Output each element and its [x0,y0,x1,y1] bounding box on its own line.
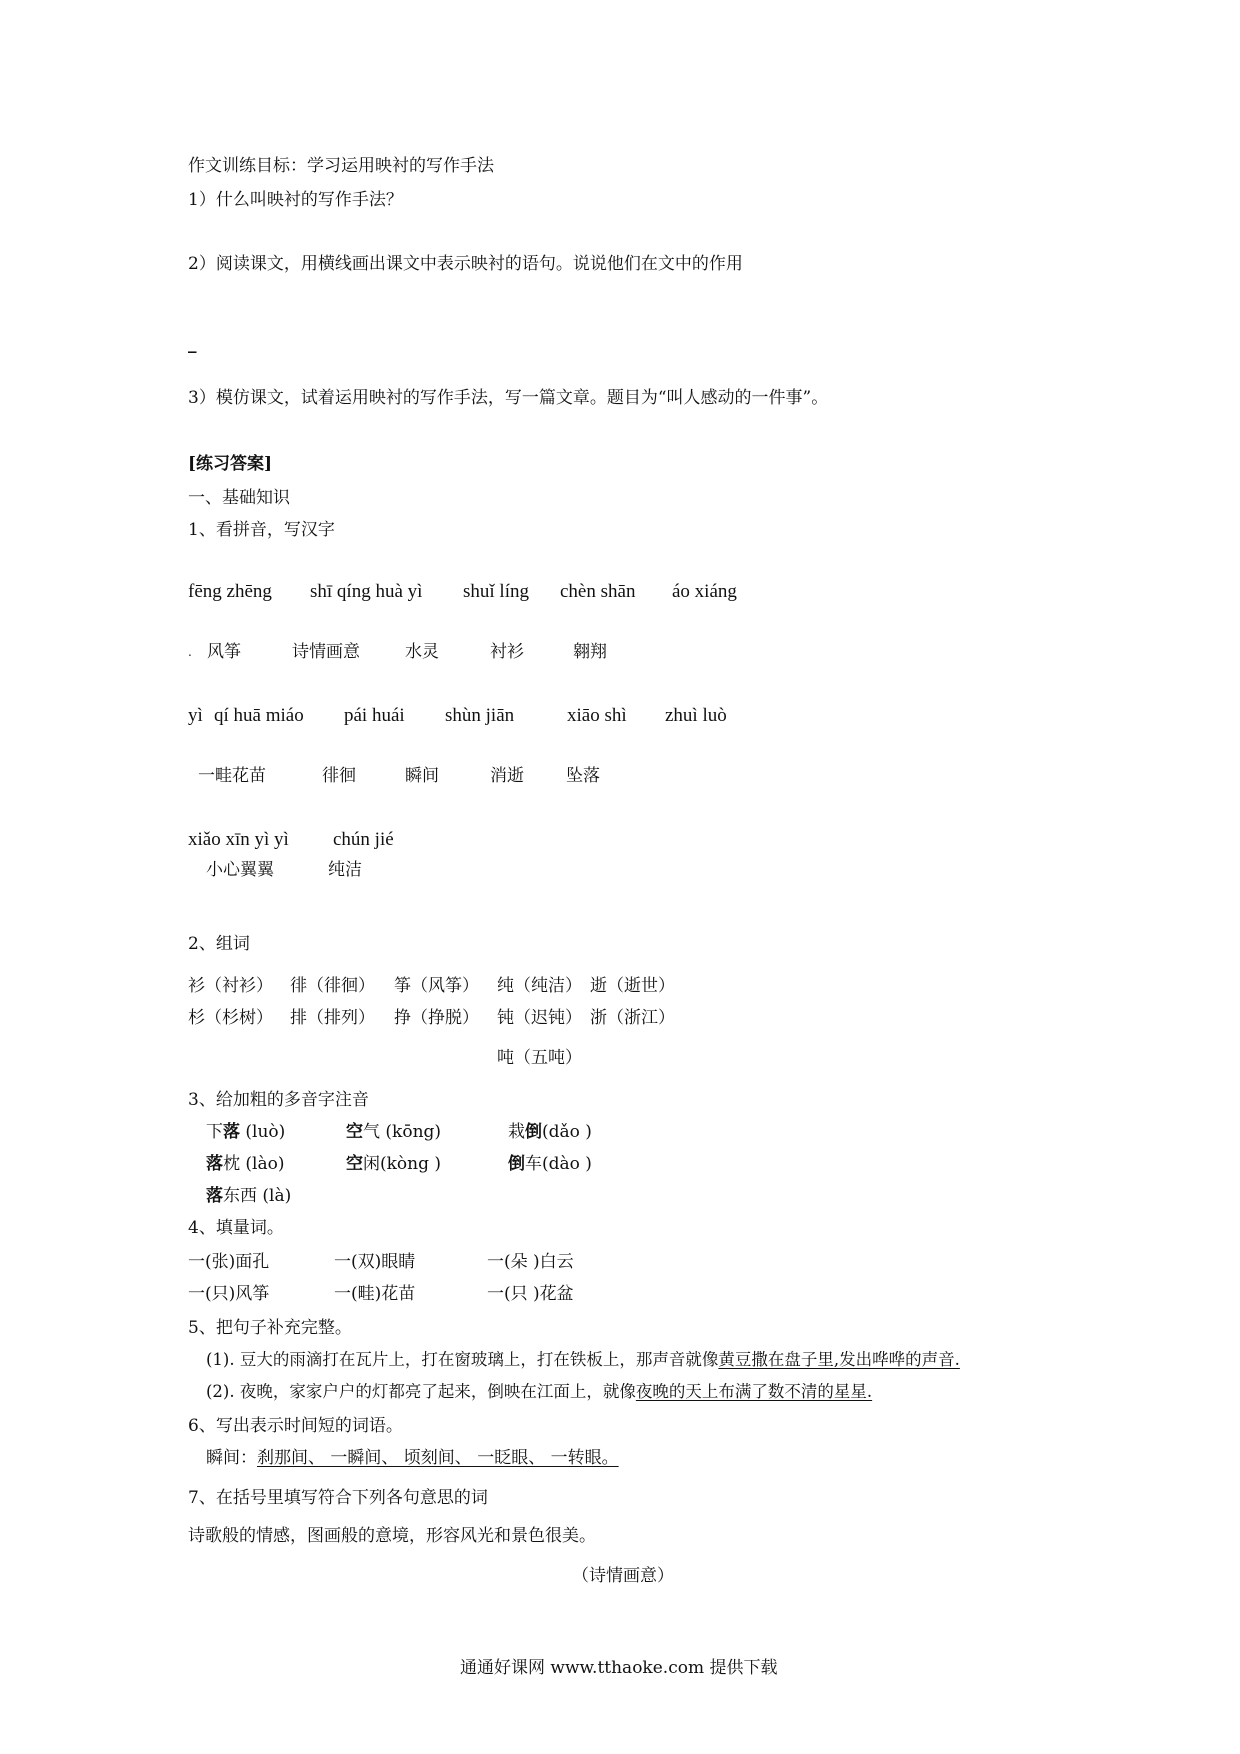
word-group: 浙（浙江） [590,1008,675,1028]
measure-word: 一(只 )花盆 [487,1284,574,1304]
item7-answer: （诗情画意） [572,1566,674,1586]
measure-word: 一(只)风筝 [188,1284,270,1304]
pinyin: shī qíng huà yì [310,581,423,602]
item5-label: 5、把句子补充完整。 [188,1318,352,1338]
section-basic-knowledge: 一、基础知识 [188,488,290,508]
hanzi-answer: 一畦花苗 [198,766,266,786]
pinyin: zhuì luò [665,705,727,726]
polyphone-entry: 空闲(kòng ) [346,1154,442,1174]
item2-label: 2、组词 [188,934,250,954]
polyphone-entry: 空气 (kōng) [346,1122,442,1142]
polyphone-entry: 落枕 (lào) [206,1154,285,1174]
polyphone-entry: 落东西 (là) [206,1186,292,1206]
pinyin: shùn jiān [445,705,515,726]
writing-question-2: 2）阅读课文，用横线画出课文中表示映衬的语句。说说他们在文中的作用 [188,254,743,274]
blank-dash: _ [188,334,197,354]
sentence-2: (2). 夜晚，家家户户的灯都亮了起来，倒映在江面上，就像夜晚的天上布满了数不清的星星. [206,1382,873,1401]
word-group: 纯（纯洁） [497,976,582,996]
measure-word: 一(张)面孔 [188,1252,270,1272]
hanzi-answer: 徘徊 [322,766,356,786]
item1-label: 1、看拼音，写汉字 [188,520,335,540]
word-group: 逝（逝世） [590,976,675,996]
hanzi-answer: 翱翔 [573,642,607,662]
pinyin: fēng zhēng [188,581,272,602]
word-group: 徘（徘徊） [290,976,375,996]
writing-question-3: 3）模仿课文，试着运用映衬的写作手法，写一篇文章。题目为“叫人感动的一件事”。 [188,388,829,408]
pinyin: chún jié [333,829,394,850]
item7-definition: 诗歌般的情感，图画般的意境，形容风光和景色很美。 [188,1526,596,1546]
pinyin: qí huā miáo [214,705,304,726]
pinyin: áo xiáng [672,581,737,602]
sentence-1-answer: 黄豆撒在盘子里,发出哗哗的声音. [718,1350,960,1369]
word-group: 挣（挣脱） [394,1008,479,1028]
hanzi-answer: 水灵 [405,642,439,662]
hanzi-answer: 诗情画意 [292,642,360,662]
hanzi-answer: 消逝 [490,766,524,786]
pinyin: xiǎo xīn yì yì [188,829,289,850]
hanzi-answer: 小心翼翼 [206,860,274,880]
polyphone-entry: 下落 (luò) [206,1122,286,1142]
polyphone-entry: 倒车(dào ) [508,1154,592,1174]
pinyin: pái huái [344,705,405,726]
measure-word: 一(双)眼睛 [334,1252,416,1272]
sentence-2-answer: 夜晚的天上布满了数不清的星星. [635,1382,873,1401]
sentence-1: (1). 豆大的雨滴打在瓦片上，打在窗玻璃上，打在铁板上，那声音就像黄豆撒在盘子里,发出哗哗的声音. [206,1350,960,1369]
short-time-words-answer: 刹那间、 一瞬间、 顷刻间、 一眨眼、 一转眼。 [257,1448,619,1468]
item3-label: 3、给加粗的多音字注音 [188,1090,369,1110]
hanzi-answer: 坠落 [566,766,600,786]
item7-label: 7、在括号里填写符合下列各句意思的词 [188,1488,488,1508]
item6-label: 6、写出表示时间短的词语。 [188,1416,403,1436]
word-group: 吨（五吨） [497,1048,582,1068]
writing-goal: 作文训练目标：学习运用映衬的写作手法 [188,156,494,176]
pinyin: chèn shān [560,581,636,602]
hanzi-answer: 风筝 [207,642,241,662]
hanzi-answer: 瞬间 [405,766,439,786]
pinyin: xiāo shì [567,705,627,726]
polyphone-entry: 栽倒(dǎo ) [508,1122,592,1142]
writing-question-1: 1）什么叫映衬的写作手法？ [188,190,403,210]
stray-dot: . [188,645,192,659]
answers-title: [练习答案] [188,454,273,474]
word-group: 筝（风筝） [394,976,479,996]
short-time-words: 瞬间：刹那间、 一瞬间、 顷刻间、 一眨眼、 一转眼。 [206,1448,619,1468]
hanzi-answer: 衬衫 [490,642,524,662]
measure-word: 一(朵 )白云 [487,1252,574,1272]
item4-label: 4、填量词。 [188,1218,284,1238]
pinyin: shuǐ líng [463,581,529,602]
pinyin: yì [188,705,203,726]
hanzi-answer: 纯洁 [328,860,362,880]
word-group: 杉（杉树） [188,1008,273,1028]
word-group: 排（排列） [290,1008,375,1028]
word-group: 衫（衬衫） [188,976,273,996]
footer-download-note: 通通好课网 www.tthaoke.com 提供下载 [460,1658,778,1678]
measure-word: 一(畦)花苗 [334,1284,416,1304]
word-group: 钝（迟钝） [497,1008,582,1028]
